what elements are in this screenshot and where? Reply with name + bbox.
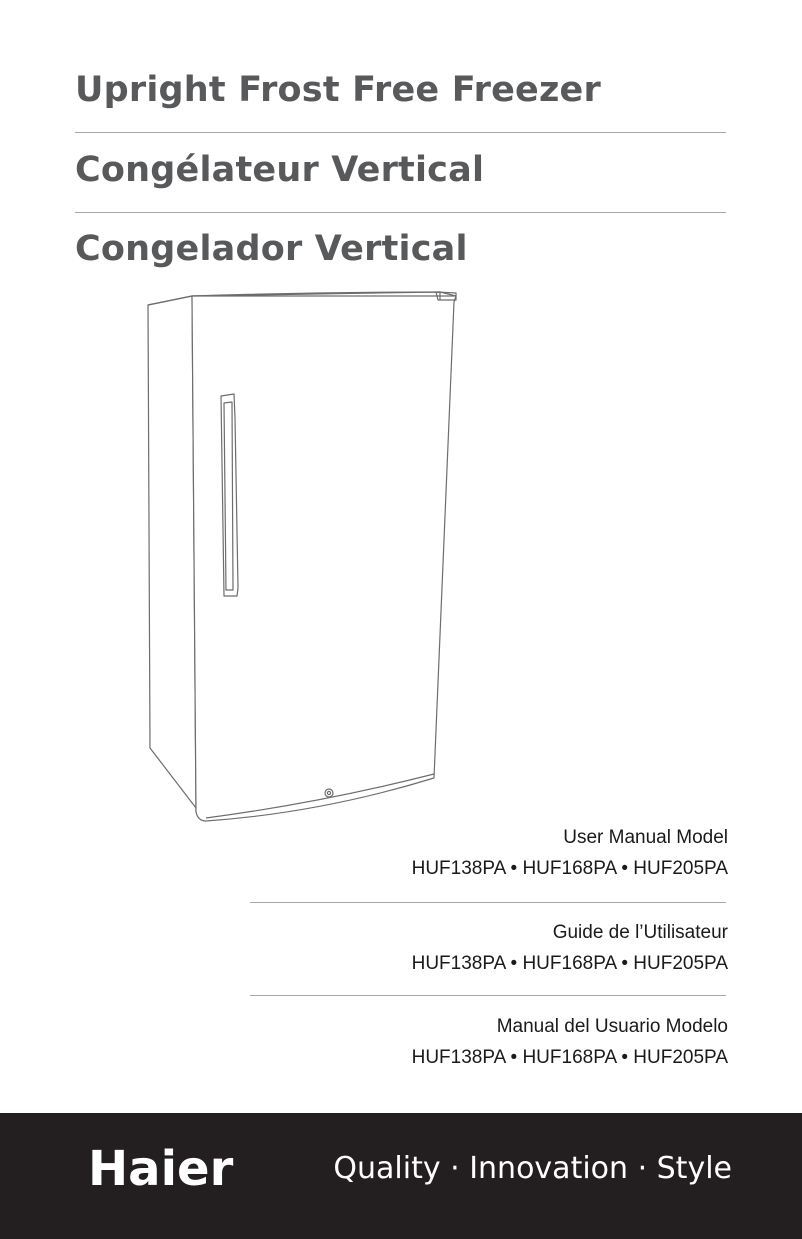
manual-label-spanish: Manual del Usuario Modelo xyxy=(496,1016,728,1037)
brand-tagline: Quality · Innovation · Style xyxy=(333,1151,732,1186)
freezer-illustration xyxy=(140,288,464,828)
model-numbers-french: HUF138PA • HUF168PA • HUF205PA xyxy=(411,953,728,974)
footer-bar xyxy=(0,1113,802,1239)
title-spanish: Congelador Vertical xyxy=(75,229,468,269)
title-divider-1 xyxy=(75,132,726,133)
title-divider-2 xyxy=(75,212,726,213)
manual-divider-2 xyxy=(250,995,726,996)
manual-block-french xyxy=(412,921,728,977)
title-english: Upright Frost Free Freezer xyxy=(75,70,601,110)
manual-divider-1 xyxy=(250,902,726,903)
model-numbers-spanish: HUF138PA • HUF168PA • HUF205PA xyxy=(411,1047,728,1068)
manual-block-spanish xyxy=(412,1015,728,1071)
manual-label-french: Guide de l’Utilisateur xyxy=(552,922,728,943)
title-french: Congélateur Vertical xyxy=(75,150,485,190)
manual-label-english: User Manual Model xyxy=(563,827,728,848)
haier-logo: Haier xyxy=(88,1141,234,1197)
manual-block-english xyxy=(412,826,728,882)
model-numbers-english: HUF138PA • HUF168PA • HUF205PA xyxy=(411,858,728,879)
